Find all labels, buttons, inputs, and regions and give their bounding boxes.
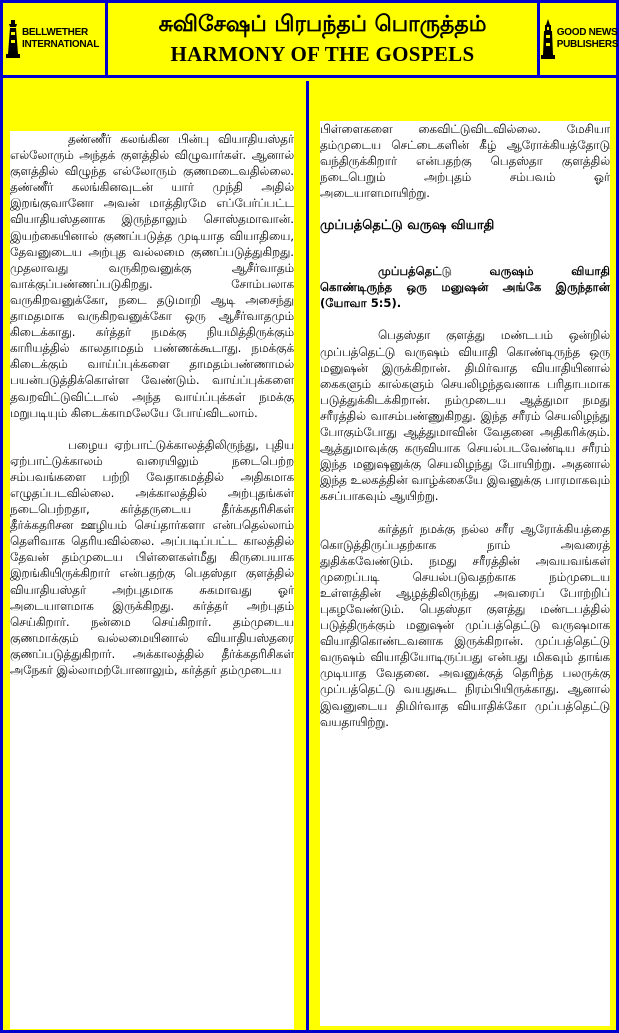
scripture-verse: முப்பத்தெட்டு வருஷம் வியாதி கொண்டிருந்த ஒரு மனுஷன் அங்கே இருந்தான் (யோவா 5:5). (320, 264, 610, 311)
bellwether-logo (0, 0, 108, 78)
left-logo-line1: BELLWETHER (21, 27, 88, 38)
good-news-logo (537, 0, 619, 78)
right-paragraph-1: பிள்ளைகளை கைவிட்டுவிடவில்லை. மேசியா தம்முடைய செட்டைகளின் கீழ் ஆரோக்கியத்தோடு வந்திருக்கிறார் என்பதற்கு பெதஸ்தா குளத்தில் நடைபெறும் அற்புதம் சம்பவம் ஓர் அடையாளமாயிற்று. (320, 122, 610, 201)
left-paragraph-1: தண்ணீர் கலங்கின பின்பு வியாதியஸ்தர் எல்லோரும் அந்தக் குளத்தில் விழுவார்கள். ஆனால் குளத்தில் விழுந்த எல்லோரும் குணமடைவதில்லை. தண்ணீர் கலங்கினவுடன் யார் முந்தி அதில் இறங்குவானோ அவன் மாத்திரமே எப்பேர்ப்பட்ட வியாதியஸ்தனாக இருந்தாலும் சொஸ்தமாவான். இயற்கையினால் குணப்படுத்த முடியாத வியாதியை, தேவனுடைய அற்புத வல்லமை குணப்படுத்துகிறது. முதலாவது வருகிறவனுக்கு ஆசீர்வாதம் வாக்குப்பண்ணப்படுகிறது. சோம்பலாக வருகிறவனுக்கோ, நடை தடுமாறி ஆடி அசைந்து தாமதமாக வருகிறவனுக்கோ ஒரு ஆசீர்வாதமும் கிடைக்காது. கர்த்தர் நமக்கு நியமித்திருக்கும் காரியத்தில் காலதாமதம் பண்ணக்கூடாது. நமக்குக் கிடைக்கும் வாய்ப்புக்களை தாமதம்பண்ணாமல் பயன்படுத்திக்கொள்ள வேண்டும். வாய்ப்புக்களை தவறவிட்டுவிட்டால் அந்த வாய்ப்புக்கள் நமக்கு மறுபடியும் கிடைக்காமலேயே போய்விடலாம். (10, 132, 294, 420)
right-text-box (320, 121, 610, 1026)
section-title: முப்பத்தெட்டு வருஷ வியாதி (320, 218, 495, 234)
right-paragraph-2: பெதஸ்தா குளத்து மண்டபம் ஒன்றில் முப்பத்தெட்டு வருஷம் வியாதி கொண்டிருந்த ஒரு மனுஷன் இருக்கிறான். திமிர்வாத வியாதியினால் கைகளும் கால்களும் செயலிழந்தவனாக பரிதாபமாக படுத்துக்கிடக்கிறான். நம்முடைய ஆத்துமா நமது சரீரத்தில் வாசம்பண்ணுகிறது. இந்த சரீரம் செயலிழந்து போகும்போது ஆத்துமாவின் வேதனை அதிகரிக்கும். ஆத்துமாவுக்கு கருவியாக செயல்படவேண்டிய சரீரம் இந்த மனுஷனுக்கு செயலிழந்து போயிற்று. அதனால் இந்த உலகத்தின் வாழ்க்கையே இவனுக்கு பாரமாகவும் கசப்பாகவும் ஆயிற்று. (320, 328, 610, 504)
title-block (108, 0, 537, 78)
left-paragraph-2: பழைய ஏற்பாட்டுக்காலத்திலிருந்து, புதிய ஏற்பாட்டுக்காலம் வரையிலும் நடைபெற்ற சம்பவங்களை பற்றி வேதாகமத்தில் அதிகமாக எழுதப்படவில்லை. அக்காலத்தில் அற்புதங்கள் நடைபெற்றதா, கர்த்தருடைய தீர்க்கதரிசிகள் தீர்க்கதரிசன ஊழியம் செய்தார்களா என்பதெல்லாம் தெளிவாக தெரியவில்லை. அப்படிப்பட்ட காலத்தில் தேவன் தம்முடைய பிள்ளைகள்மீது கிருபையாக இறங்கியிருக்கிறார் என்பதற்கு பெதஸ்தா குளத்தில் வியாதியஸ்தர் அற்புதமாக சுகமாவது ஓர் அடையாளமாக இருக்கிறது. கர்த்தர் அற்புதம் செய்கிறார். நன்மை செய்கிறார். தம்முடைய குணமாக்கும் வல்லமையினால் வியாதியஸ்தரை குணப்படுத்துகிறார். அக்காலத்தில் தீர்க்கதரிசிகள் அநேகர் இல்லாமற்போனாலும், கர்த்தர் தம்முடைய (10, 437, 294, 677)
left-logo-line2: INTERNATIONAL (21, 39, 100, 50)
tower-icon (541, 19, 555, 59)
right-logo-line1: GOOD NEWS (556, 27, 618, 38)
left-column (3, 81, 309, 1030)
right-paragraph-3: கர்த்தர் நமக்கு நல்ல சரீர ஆரோக்கியத்தை கொடுத்திருப்பதற்காக நாம் அவரைத் துதிக்கவேண்டும். நமது சரீரத்தின் அவயவங்கள் முறைப்படி செயல்படுவதற்காக நம்முடைய உள்ளத்தின் ஆழத்திலிருந்து அவரைப் போற்றிப் புகழவேண்டும். பெதஸ்தா குளத்து மண்டபத்தில் படுத்திருக்கும் மனுஷன் முப்பத்தெட்டு வருஷமாக வியாதிகொண்டவனாக இருக்கிறான். முப்பத்தெட்டு வருஷம் வியாதியோடிருப்பது என்பது மிகவும் தாங்க முடியாத வேதனை. அவனுக்குத் தெரிந்த பலருக்கு முப்பத்தெட்டு வயதுகூட நிரம்பியிருக்காது. ஆனால் இவனுடைய திமிர்வாத வியாதிக்கோ முப்பத்தெட்டு வயதாயிற்று. (320, 521, 610, 729)
right-logo-line2: PUBLISHERS (556, 39, 619, 50)
lighthouse-icon (6, 20, 20, 58)
left-text-box (10, 131, 294, 1029)
page-title-tamil: சுவிசேஷப் பிரபந்தப் பொருத்தம் (158, 12, 487, 37)
right-column (312, 81, 616, 1030)
page-header (0, 0, 619, 78)
page-title-english: HARMONY OF THE GOSPELS (170, 42, 475, 66)
